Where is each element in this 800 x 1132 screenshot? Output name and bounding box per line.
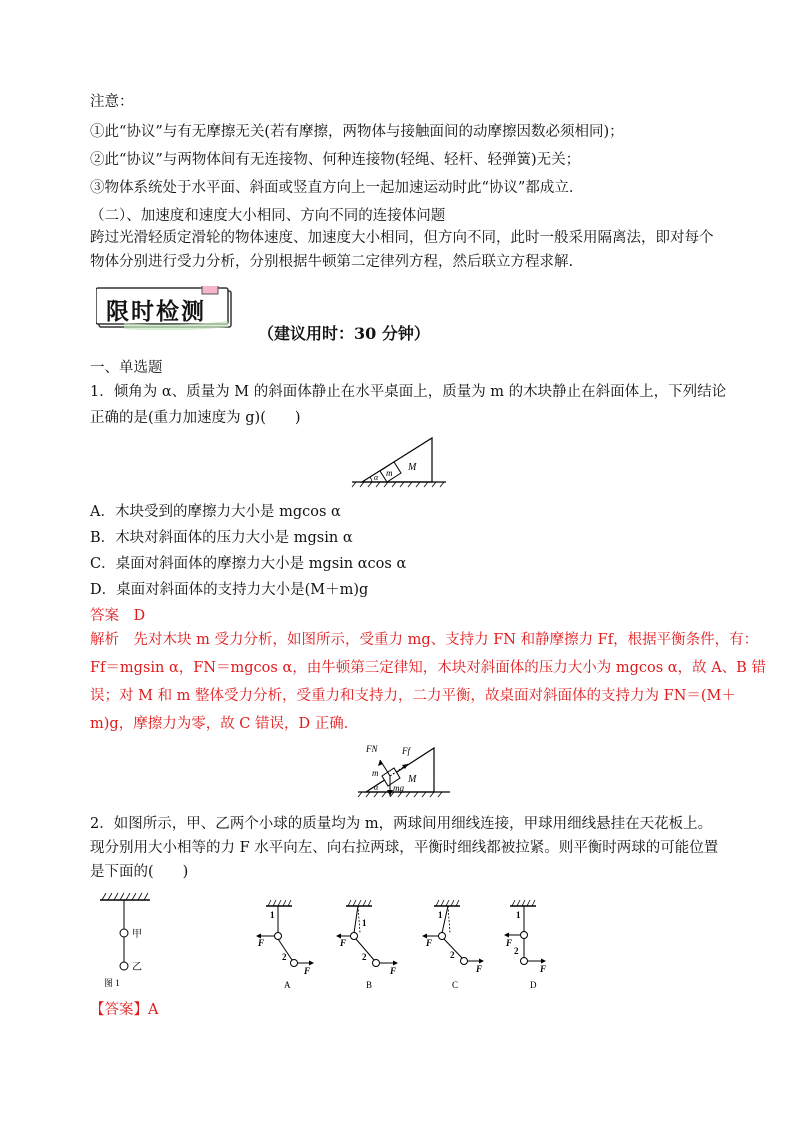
- q1-stem-1: 1．倾角为 α、质量为 M 的斜面体静止在水平桌面上，质量为 m 的木块静止在斜面体上，下列结论: [90, 384, 727, 400]
- q2-a-force-left: F: [258, 938, 265, 948]
- q2-a-num1: 1: [270, 910, 275, 920]
- q1-fig2-fn-label: FN: [366, 744, 378, 754]
- note-item-1: ①此“协议”与有无摩擦无关(若有摩擦，两物体与接触面间的动摩擦因数必须相同)；: [90, 124, 624, 140]
- q2-option-b-figure: [336, 898, 408, 992]
- q2-b-num1: 1: [362, 918, 367, 928]
- section2-heading: （二）、加速度和速度大小相同、方向不同的连接体问题: [90, 208, 446, 224]
- q1-fig2-ff-label: Ff: [402, 746, 410, 756]
- q2-option-c-label: C: [452, 980, 459, 990]
- q2-c-force-left: F: [426, 938, 433, 948]
- question-type-heading: 一、单选题: [90, 360, 163, 376]
- banner-title: 限时检测: [106, 298, 206, 325]
- q1-fig2-block-label: m: [372, 768, 379, 778]
- q2-c-num2: 2: [450, 950, 455, 960]
- q1-stem-2: 正确的是(重力加速度为 g)( ): [90, 410, 301, 426]
- q1-answer: 答案 D: [90, 608, 146, 624]
- suggested-time: （建议用时：30 分钟）: [258, 324, 430, 343]
- q2-b-force-left: F: [340, 938, 347, 948]
- q1-fig-block-label: m: [386, 468, 393, 478]
- q1-fig2-wedge-label: M: [408, 774, 417, 785]
- q2-option-d-figure: [500, 898, 560, 992]
- q2-d-num1: 1: [516, 910, 521, 920]
- section2-text-1: 跨过光滑轻质定滑轮的物体速度、加速度大小相同，但方向不同，此时一般采用隔离法，即对每个: [90, 230, 714, 246]
- q2-d-num2: 2: [514, 946, 519, 956]
- q1-force-diagram: [356, 740, 452, 798]
- note-item-2: ②此“协议”与两物体间有无连接物、何种连接物(轻绳、轻杆、轻弹簧)无关；: [90, 152, 581, 168]
- q2-option-c-figure: [420, 898, 492, 992]
- q2-fig1-ball1-label: 甲: [132, 929, 142, 940]
- q2-fig1-caption: 图 1: [104, 978, 120, 988]
- q2-b-num2: 2: [362, 952, 367, 962]
- q2-stem-2: 现分别用大小相等的力 F 水平向左、向右拉两球，平衡时细线都被拉紧。则平衡时两球的可能位置: [90, 840, 719, 856]
- q2-stem-3: 是下面的( ): [90, 864, 189, 880]
- q2-option-a-label: A: [284, 980, 291, 990]
- q2-fig1-ball2-label: 乙: [132, 962, 142, 973]
- section2-text-2: 物体分别进行受力分析，分别根据牛顿第二定律列方程，然后联立方程求解.: [90, 254, 574, 270]
- q2-option-d-label: D: [530, 980, 537, 990]
- q1-option-b: B．木块对斜面体的压力大小是 mgsin α: [90, 530, 353, 546]
- q2-d-force-right: F: [540, 964, 547, 974]
- q2-option-a-figure: [252, 898, 318, 992]
- note-item-3: ③物体系统处于水平面、斜面或竖直方向上一起加速运动时此“协议”都成立．: [90, 180, 584, 196]
- q1-fig-angle-label: α: [374, 473, 379, 482]
- q2-figure-1: [96, 890, 156, 990]
- q1-option-a: A．木块受到的摩擦力大小是 mgcos α: [90, 504, 341, 520]
- notes-heading: 注意：: [90, 94, 134, 110]
- q2-answer: 【答案】A: [90, 1002, 159, 1018]
- q1-analysis-1: 解析 先对木块 m 受力分析，如图所示，受重力 mg、支持力 FN 和静摩擦力 Ff，根据平衡条件，有：: [90, 632, 759, 648]
- q2-a-force-right: F: [304, 966, 311, 976]
- q1-fig2-angle-label: α: [374, 783, 379, 792]
- q2-b-force-right: F: [390, 966, 397, 976]
- q2-stem-1: 2．如图所示，甲、乙两个小球的质量均为 m，两球间用细线连接，甲球用细线悬挂在天花板上。: [90, 816, 713, 832]
- q1-fig2-mg-label: mg: [393, 783, 404, 793]
- q1-analysis-4: m)g，摩擦力为零，故 C 错误，D 正确．: [90, 716, 359, 732]
- q1-analysis-3: 误；对 M 和 m 整体受力分析，受重力和支持力，二力平衡，故桌面对斜面体的支持力为 FN＝(M＋: [90, 688, 736, 704]
- q2-c-num1: 1: [438, 910, 443, 920]
- q2-a-num2: 2: [282, 952, 287, 962]
- q1-fig-wedge-label: M: [408, 462, 417, 473]
- q1-option-d: D．桌面对斜面体的支持力大小是(M＋m)g: [90, 582, 369, 598]
- q2-c-force-right: F: [476, 964, 483, 974]
- q1-option-c: C．桌面对斜面体的摩擦力大小是 mgsin αcos α: [90, 556, 407, 572]
- q1-incline-figure: [350, 434, 450, 488]
- q2-d-force-left: F: [506, 938, 513, 948]
- q2-option-b-label: B: [366, 980, 373, 990]
- q1-analysis-2: Ff＝mgsin α，FN＝mgcos α，由牛顿第三定律知，木块对斜面体的压力大小为 mgcos α，故 A、B 错: [90, 660, 766, 676]
